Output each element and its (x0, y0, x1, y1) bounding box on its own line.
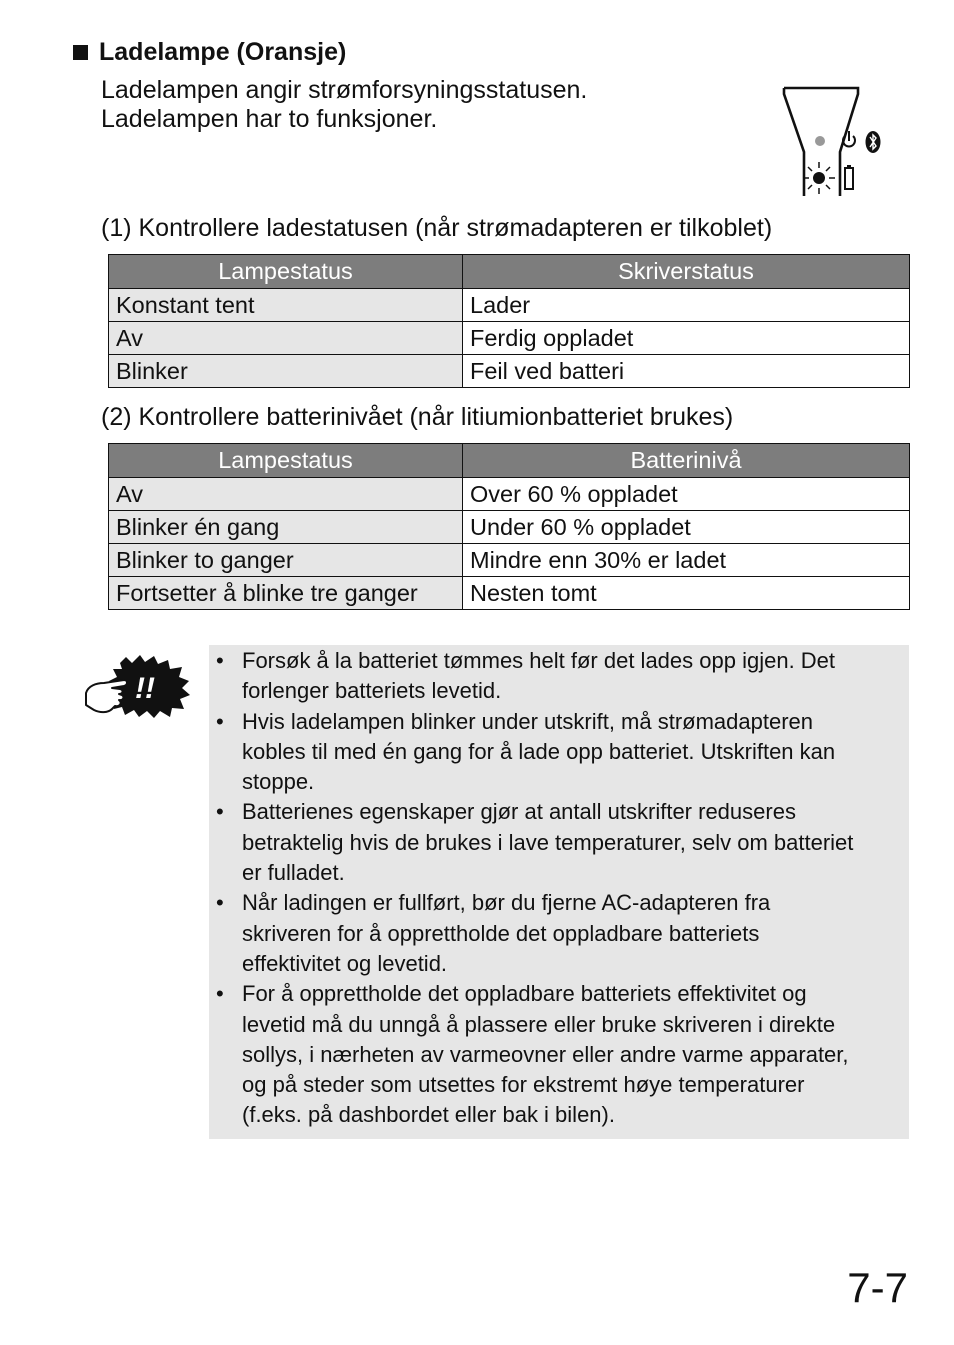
bullet-icon: • (216, 981, 224, 1007)
note-line: sollys, i nærheten av varmeovner eller andre varme apparater, (242, 1041, 849, 1067)
warning-exclamation-text: !! (135, 672, 155, 705)
blinking-lamp-icon (803, 162, 835, 194)
warning-hand-icon (82, 653, 192, 719)
intro-text (101, 76, 587, 134)
table-row (109, 322, 910, 355)
table-row (109, 478, 910, 511)
note-line: Batterienes egenskaper gjør at antall utskrifter reduseres (242, 799, 796, 825)
printer-lamp-icon (776, 84, 888, 196)
lamp-status-cell: Blinker to ganger (109, 544, 463, 577)
list-item (209, 646, 899, 707)
note-line: og på steder som utsettes for ekstremt høye temperaturer (242, 1072, 805, 1098)
battery-level-cell: Over 60 % oppladet (463, 478, 910, 511)
battery-level-cell: Mindre enn 30% er ladet (463, 544, 910, 577)
bullet-icon: • (216, 648, 224, 673)
table-row (109, 577, 910, 610)
section-title: Ladelampe (Oransje) (99, 38, 347, 66)
list-item (209, 888, 899, 979)
column-header: Batterinivå (463, 444, 910, 478)
indicator-dot-icon (815, 136, 825, 146)
table-row (109, 289, 910, 322)
note-line: levetid må du unngå å plassere eller bruke skriveren i direkte (242, 1011, 836, 1037)
lamp-status-cell: Av (109, 322, 463, 355)
intro-line: Ladelampen har to funksjoner. (101, 105, 438, 133)
list-item (209, 707, 899, 798)
note-line: forlenger batteriets levetid. (242, 678, 502, 704)
column-header: Lampestatus (109, 255, 463, 289)
table-row (109, 355, 910, 388)
table-row (109, 511, 910, 544)
table2-caption: (2) Kontrollere batterinivået (når litiumionbatteriet brukes) (101, 403, 734, 431)
column-header: Skriverstatus (463, 255, 910, 289)
section-heading (73, 38, 346, 67)
table-header-row (109, 255, 910, 289)
table-header-row (109, 444, 910, 478)
lamp-status-cell: Av (109, 478, 463, 511)
square-bullet-icon (73, 45, 88, 60)
printer-status-cell: Ferdig oppladet (463, 322, 910, 355)
charge-status-table (108, 254, 910, 388)
note-line: Forsøk å la batteriet tømmes helt før det lades opp igjen. Det (242, 648, 836, 673)
battery-icon (845, 165, 853, 189)
note-line: skriveren for å opprettholde det oppladbare batteriets (242, 920, 760, 946)
lamp-status-cell: Blinker (109, 355, 463, 388)
battery-level-cell: Under 60 % oppladet (463, 511, 910, 544)
bullet-icon: • (216, 708, 224, 734)
intro-line: Ladelampen angir strømforsyningsstatusen. (101, 76, 588, 104)
printer-status-cell: Feil ved batteri (463, 355, 910, 388)
bullet-icon: • (216, 799, 224, 825)
battery-level-table (108, 443, 910, 610)
notes-box (209, 645, 909, 1139)
table1-caption: (1) Kontrollere ladestatusen (når strømadapteren er tilkoblet) (101, 214, 773, 242)
note-line: stoppe. (242, 769, 315, 795)
note-line: For å opprettholde det oppladbare batteriets effektivitet og (242, 981, 807, 1007)
notes-list (209, 646, 899, 1131)
printer-status-cell: Lader (463, 289, 910, 322)
note-line: kobles til med én gang for å lade opp batteriet. Utskriften kan (242, 738, 836, 764)
note-line: (f.eks. på dashbordet eller bak i bilen). (242, 1102, 615, 1128)
list-item (209, 979, 899, 1130)
note-line: er fulladet. (242, 860, 345, 886)
battery-level-cell: Nesten tomt (463, 577, 910, 610)
lamp-status-cell: Blinker én gang (109, 511, 463, 544)
table-row (109, 544, 910, 577)
list-item (209, 797, 899, 888)
lamp-status-cell: Konstant tent (109, 289, 463, 322)
note-line: effektivitet og levetid. (242, 950, 448, 976)
bluetooth-icon (866, 131, 881, 153)
bullet-icon: • (216, 890, 224, 916)
lamp-status-cell: Fortsetter å blinke tre ganger (109, 577, 463, 610)
note-line: betraktelig hvis de brukes i lave temperaturer, selv om batteriet (242, 829, 854, 855)
note-line: Hvis ladelampen blinker under utskrift, må strømadapteren (242, 708, 814, 734)
note-line: Når ladingen er fullført, bør du fjerne AC-adapteren fra (242, 890, 771, 916)
page-number: 7-7 (847, 1264, 908, 1311)
column-header: Lampestatus (109, 444, 463, 478)
